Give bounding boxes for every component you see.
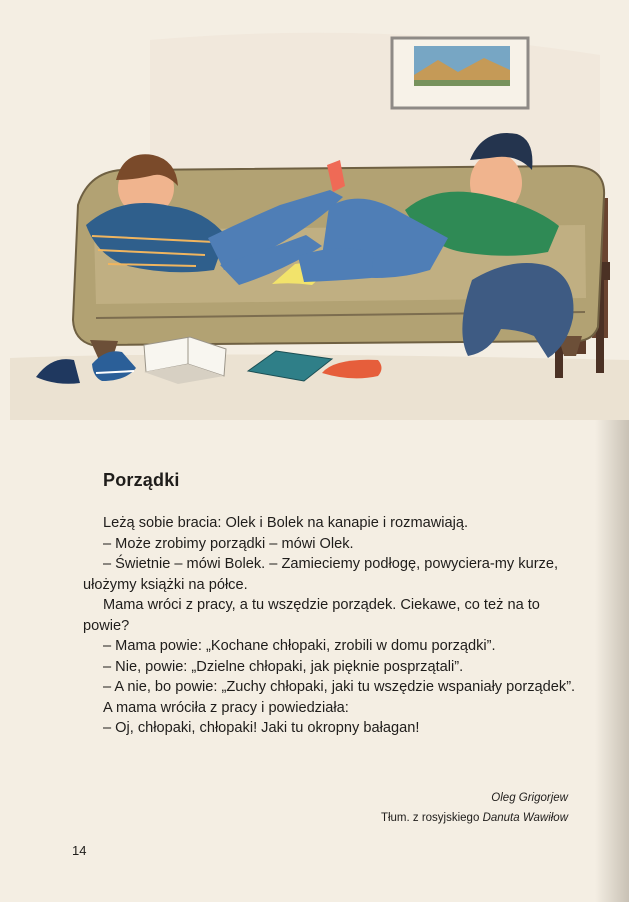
translator-name: Danuta Wawiłow xyxy=(482,812,568,824)
story-text xyxy=(83,513,583,739)
story-title: Porządki xyxy=(103,470,180,490)
translation-prefix: Tłum. z rosyjskiego xyxy=(380,812,480,824)
credits xyxy=(381,788,568,828)
page-number: 14 xyxy=(72,843,87,858)
paragraph-2: – Może zrobimy porządki – mówi Olek. xyxy=(103,535,354,552)
paragraph-8: A mama wróciła z pracy i powiedziała: xyxy=(103,699,349,716)
paragraph-4: Mama wróci z pracy, a tu wszędzie porządek. Ciekawe, co też na to powie? xyxy=(83,597,540,634)
paragraph-5: – Mama powie: „Kochane chłopaki, zrobili w domu porządki”. xyxy=(103,638,496,654)
paragraph-1: Leżą sobie bracia: Olek i Bolek na kanapie i rozmawiają. xyxy=(103,515,469,531)
author-name: Oleg Grigorjew xyxy=(491,792,568,804)
paragraph-9: – Oj, chłopaki, chłopaki! Jaki tu okropny bałagan! xyxy=(103,720,420,736)
paragraph-7: – A nie, bo powie: „Zuchy chłopaki, jaki tu wszędzie wspaniały porządek”. xyxy=(103,679,576,695)
wall-picture xyxy=(392,38,528,108)
illustration-two-boys-on-sofa xyxy=(0,0,629,420)
translation-credit xyxy=(381,808,568,828)
paragraph-6: – Nie, powie: „Dzielne chłopaki, jak pięknie posprzątali”. xyxy=(103,658,464,675)
paragraph-3: – Świetnie – mówi Bolek. – Zamieciemy podłogę, powyciera-my kurze, ułożymy książki na półce. xyxy=(83,556,559,593)
